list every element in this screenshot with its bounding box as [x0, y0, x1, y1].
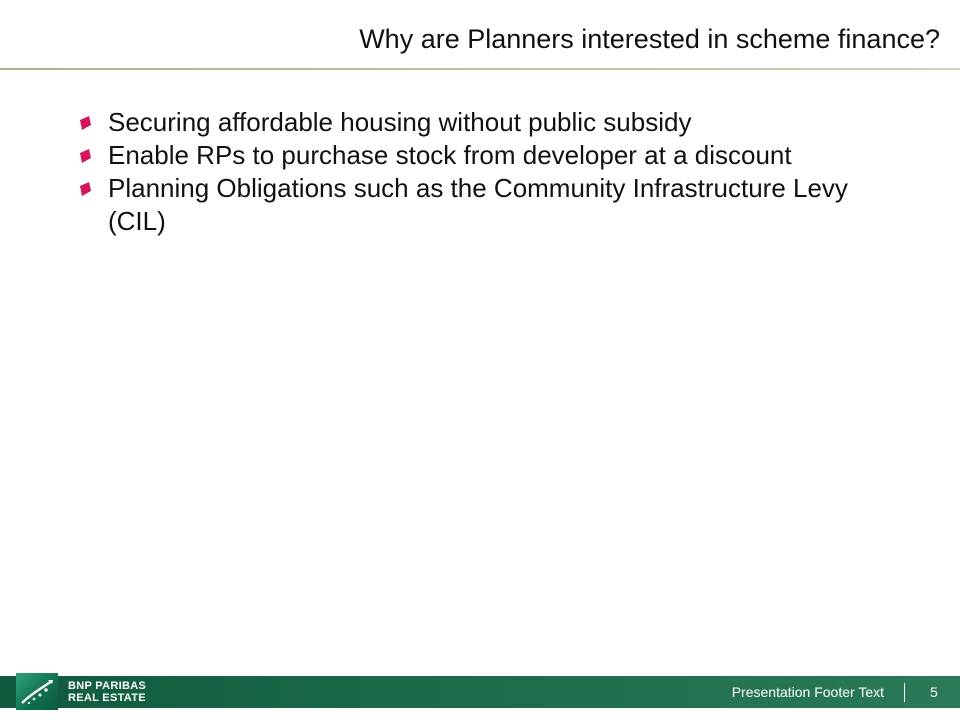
bullet-text: Planning Obligations such as the Community Infrastructure Levy (CIL)	[108, 173, 848, 236]
bullet-text: Enable RPs to purchase stock from developer at a discount	[108, 140, 792, 170]
slide-title: Why are Planners interested in scheme finance?	[359, 24, 940, 54]
footer-divider	[904, 683, 905, 702]
bullet-item	[80, 106, 880, 139]
page-number: 5	[930, 684, 938, 700]
title-divider	[0, 68, 960, 70]
bullet-text: Securing affordable housing without public subsidy	[108, 107, 692, 137]
bnp-paribas-stars-logo-icon	[16, 673, 58, 710]
brand-line-2: REAL ESTATE	[68, 692, 146, 704]
bullet-item	[80, 139, 880, 172]
brand-logo-text	[68, 680, 146, 704]
bullet-item	[80, 172, 880, 238]
bullet-list	[80, 106, 880, 238]
footer-text: Presentation Footer Text	[731, 684, 884, 700]
brand-line-1: BNP PARIBAS	[68, 680, 147, 692]
